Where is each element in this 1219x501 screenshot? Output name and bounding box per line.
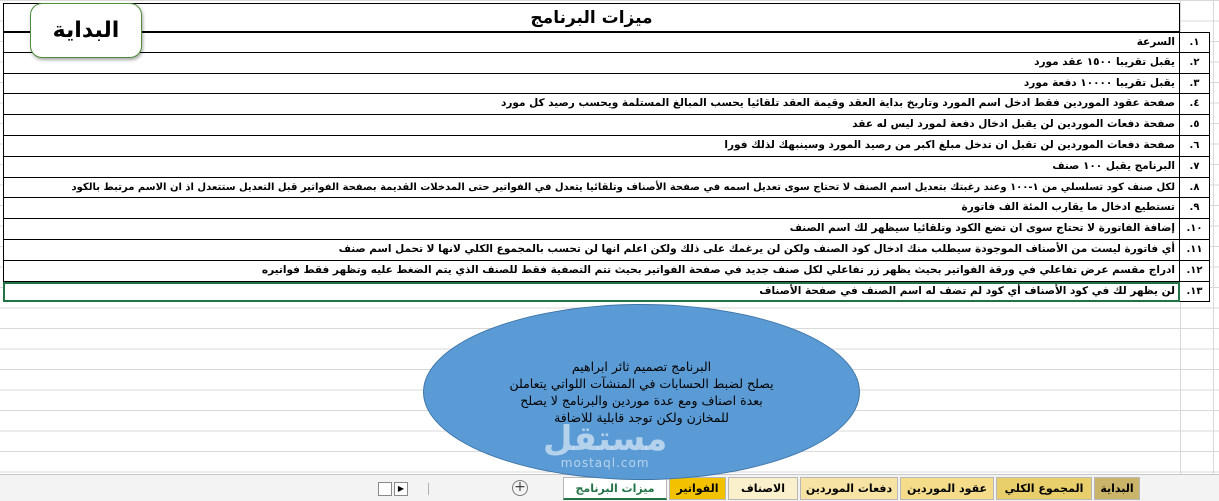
tab-items[interactable]: الاصناف [728,477,798,500]
watermark-logo [543,420,667,470]
feature-number[interactable]: ٧. [1180,157,1210,178]
feature-number[interactable]: ١٣. [1180,282,1210,303]
feature-text[interactable]: صفحة دفعات الموردين لن يقبل ادخال دفعة لمورد ليس له عقد [3,115,1180,136]
table-row[interactable] [3,94,1213,115]
table-row[interactable] [3,261,1213,282]
feature-text[interactable]: لن يظهر لك في كود الأصناف أي كود لم تضف له اسم الصنف في صفحة الأصناف [3,282,1180,303]
tab-invoices[interactable]: الفواتير [669,477,726,500]
start-button[interactable]: البداية [30,3,142,58]
tab-supplier-contracts[interactable]: عقود الموردين [900,477,994,500]
table-row[interactable] [3,198,1213,219]
feature-text[interactable]: صفحة عقود الموردين فقط ادخل اسم المورد وتاريخ بداية العقد وقيمة العقد تلقائيا يحسب المبالغ المستلمة ويحسب رصيد كل مورد [3,94,1180,115]
divider [428,483,429,495]
table-row[interactable] [3,115,1213,136]
feature-text[interactable]: البرنامج يقبل ١٠٠ صنف [3,157,1180,178]
feature-text[interactable]: لكل صنف كود تسلسلي من ١-١٠٠ وعند رغبتك بتعديل اسم الصنف لا تحتاج سوى تعديل اسمه في صفحة الأصناف وتلقائيا يتعدل في الفواتير حتى المدخلات القديمة بصفحة الفواتير قبل التعديل ستتعدل اذ ان الاسم مرتبط بالكود [3,178,1180,199]
feature-number[interactable]: ١٠. [1180,219,1210,240]
feature-number[interactable]: ٩. [1180,198,1210,219]
tab-total[interactable]: المجموع الكلي [996,477,1092,500]
page-title: ميزات البرنامج [530,7,653,28]
features-table [3,32,1213,302]
feature-text[interactable]: يقبل تقريبا ١٥٠٠ عقد مورد [3,53,1180,74]
feature-number[interactable]: ١. [1180,32,1210,53]
scroll-box[interactable] [378,482,392,496]
tab-start[interactable]: البداية [1094,477,1140,500]
feature-text[interactable]: يقبل تقريبا ١٠٠٠٠ دفعة مورد [3,74,1180,95]
table-row[interactable] [3,240,1213,261]
feature-number[interactable]: ٥. [1180,115,1210,136]
watermark-text: مستقل [543,419,668,459]
table-row[interactable] [3,178,1213,199]
table-row[interactable] [3,219,1213,240]
feature-number[interactable]: ٦. [1180,136,1210,157]
feature-text[interactable]: ادراج مقسم عرض تفاعلي في ورقة الفواتير بحيث يظهر زر تفاعلي لكل صنف جديد في صفحة الفواتير بحيث تتم التصفية فقط للصنف الذي يتم الضغط عليه وتظهر فقط فواتيره [3,261,1180,282]
table-row[interactable] [3,53,1213,74]
table-row[interactable] [3,32,1213,53]
feature-number[interactable]: ٣. [1180,74,1210,95]
info-line: يصلح لضبط الحسابات في المنشآت اللواتي يتعاملن [509,376,774,391]
title-cell[interactable] [3,3,1180,32]
watermark-url: mostaql.com [560,456,650,470]
info-line: للمخازن ولكن توجد قابلية للاضافة [554,410,729,425]
feature-number[interactable]: ٢. [1180,53,1210,74]
table-row[interactable] [3,157,1213,178]
feature-text[interactable]: أي فاتورة ليست من الأصناف الموجودة سيطلب منك ادخال كود الصنف ولكن لن يرغمك على ذلك ولكن اعلم انها لن تحسب بالمجموع الكلي لانها لا تحمل اسم صنف [3,240,1180,261]
info-line: بعدة اصناف ومع عدة موردين والبرنامج لا يصلح [520,393,763,408]
feature-text[interactable]: إضافة الفاتورة لا تحتاج سوى ان تضع الكود وتلقائيا سيظهر لك اسم الصنف [3,219,1180,240]
feature-number[interactable]: ٤. [1180,94,1210,115]
table-row[interactable] [3,136,1213,157]
tab-program-features[interactable]: ميزات البرنامج [563,477,667,500]
feature-number[interactable]: ٨. [1180,178,1210,199]
feature-text[interactable]: صفحة دفعات الموردين لن تقبل ان تدخل مبلغ اكبر من رصيد المورد وسينبهك لذلك فورا [3,136,1180,157]
feature-number[interactable]: ١٢. [1180,261,1210,282]
add-sheet-button[interactable]: + [512,480,528,496]
feature-text[interactable]: السرعة [3,32,1180,53]
feature-text[interactable]: تستطيع ادخال ما يقارب المئة الف فاتورة [3,198,1180,219]
tab-supplier-payments[interactable]: دفعات الموردين [800,477,898,500]
table-row[interactable] [3,282,1213,303]
info-line: البرنامج تصميم ثائر ابراهيم [571,359,712,374]
scroll-right-icon[interactable]: ▶ [394,482,408,496]
feature-number[interactable]: ١١. [1180,240,1210,261]
table-row[interactable] [3,74,1213,95]
